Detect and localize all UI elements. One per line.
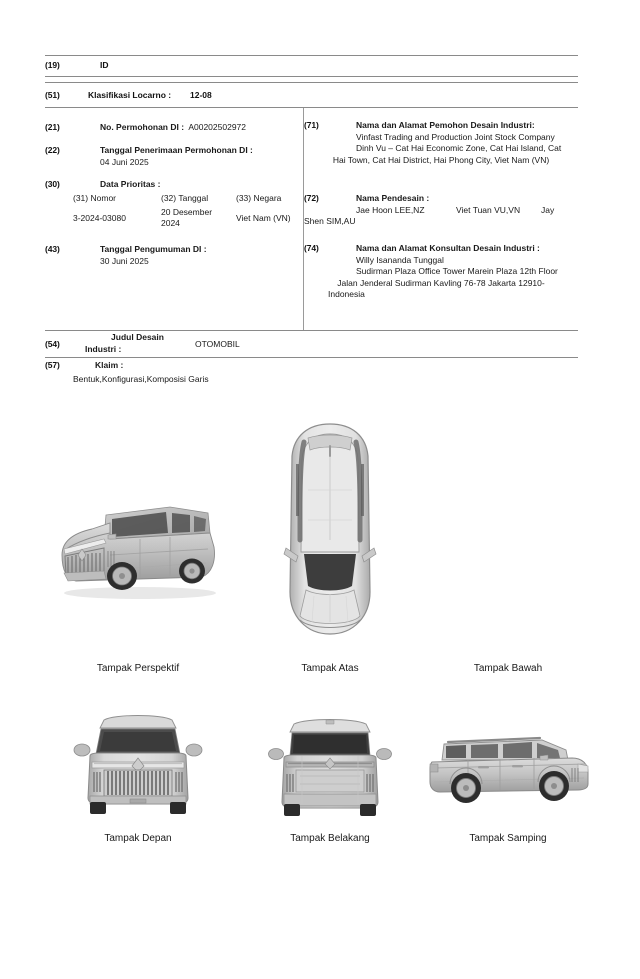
applicant-label: Nama dan Alamat Pemohon Desain Industri:	[356, 120, 535, 130]
row-locarno	[45, 83, 578, 107]
priority-row-country: Viet Nam (VN)	[236, 213, 291, 223]
locarno-label: Klasifikasi Locarno :	[88, 90, 172, 100]
figure-caption-rear: Tampak Belakang	[290, 833, 370, 844]
consultant-line3: Jalan Jenderal Sudirman Kavling 76-78 Jakarta 12910-	[337, 277, 545, 288]
priority-row-date	[161, 207, 212, 229]
figure-cell-perspective	[48, 415, 228, 707]
claim-label: Klaim :	[95, 360, 124, 370]
code-32: (32)	[161, 193, 177, 203]
filing-date-label: Tanggal Penerimaan Permohonan DI :	[100, 145, 253, 155]
priority-header-country-label: Negara	[253, 193, 282, 203]
publication-date-label: Tanggal Pengumuman DI :	[100, 244, 207, 254]
code-74: (74)	[304, 243, 319, 253]
figure-cell-rear	[240, 690, 420, 847]
publication-date-body	[100, 244, 207, 267]
filing-date-value: 04 Juni 2025	[100, 156, 149, 167]
applicant-line1: Vinfast Trading and Production Joint Stock Company	[356, 131, 555, 142]
application-number-label: No. Permohonan DI :	[100, 122, 185, 132]
priority-header-date	[161, 193, 208, 203]
figure-cell-bottom	[418, 415, 598, 674]
figure-caption-top: Tampak Atas	[301, 663, 359, 674]
priority-header-country	[236, 193, 281, 203]
figure-art-bottom	[418, 415, 598, 645]
bibliographic-table	[45, 55, 578, 390]
code-31: (31)	[73, 193, 89, 203]
figure-gallery	[0, 415, 640, 870]
consultant-body	[328, 243, 578, 301]
row-claim	[45, 358, 578, 390]
code-43: (43)	[45, 244, 60, 254]
figure-row-2	[0, 690, 640, 870]
code-21: (21)	[45, 122, 60, 132]
figure-caption-perspective: Tampak Perspektif	[96, 663, 180, 674]
locarno-value: 12-08	[190, 90, 212, 100]
applicant-line2: Dinh Vu – Cat Hai Economic Zone, Cat Hai Island, Cat	[356, 143, 562, 153]
priority-header-date-label: Tanggal	[178, 193, 209, 203]
consultant-line4: Indonesia	[328, 289, 365, 299]
code-30: (30)	[45, 179, 60, 189]
consultant-line1: Willy Isananda Tunggal	[356, 254, 444, 265]
design-title-label-line1: Judul Desain	[111, 332, 164, 342]
row-country-code	[45, 56, 578, 76]
figure-caption-front: Tampak Depan	[104, 833, 172, 844]
code-19: (19)	[45, 60, 60, 70]
code-71: (71)	[304, 120, 319, 130]
figure-art-front	[48, 706, 228, 841]
code-22: (22)	[45, 145, 60, 155]
figure-caption-bottom: Tampak Bawah	[473, 663, 543, 674]
application-number-body	[100, 122, 246, 134]
consultant-label: Nama dan Alamat Konsultan Desain Industri :	[356, 243, 540, 253]
consultant-line2: Sudirman Plaza Office Tower Marein Plaza 12th Floor	[356, 266, 558, 276]
application-number-line	[100, 122, 246, 134]
publication-date-value: 30 Juni 2025	[100, 255, 149, 266]
row-design-title	[45, 331, 578, 357]
priority-header-number-label: Nomor	[90, 193, 117, 203]
code-51: (51)	[45, 90, 60, 100]
applicant-body	[332, 120, 578, 166]
code-33: (33)	[236, 193, 252, 203]
designers-names-row	[304, 204, 578, 226]
biblio-left-column	[45, 108, 303, 330]
application-number-value: A00202502972	[188, 122, 246, 132]
priority-label: Data Prioritas :	[100, 179, 161, 189]
biblio-right-column	[304, 108, 578, 330]
claim-value: Bentuk,Konfigurasi,Komposisi Garis	[73, 374, 209, 384]
figure-cell-front	[48, 690, 228, 844]
filing-date-body	[100, 145, 253, 168]
code-72: (72)	[304, 193, 319, 203]
figure-cell-top	[240, 415, 420, 674]
figure-caption-side: Tampak Samping	[469, 833, 547, 844]
priority-row-date-line2: 2024	[161, 218, 180, 228]
country-code-value: ID	[100, 60, 109, 70]
designer-name-4: Shen SIM,AU	[304, 216, 356, 226]
figure-art-top	[240, 420, 420, 650]
figure-cell-side	[418, 690, 598, 861]
designers-label: Nama Pendesain :	[356, 193, 430, 203]
designer-name-1: Jae Hoon LEE,NZ	[356, 204, 425, 215]
figure-art-rear	[240, 712, 420, 847]
designer-name-2: Viet Tuan VU,VN	[456, 204, 521, 215]
figure-row-1	[0, 415, 640, 690]
applicant-line3: Hai Town, Cat Hai District, Hai Phong City, Viet Nam (VN)	[332, 154, 550, 165]
priority-header-number	[73, 193, 116, 203]
design-title-value: OTOMOBIL	[195, 339, 240, 349]
priority-row-date-line1: 20 Desember	[161, 207, 213, 217]
biblio-columns	[45, 108, 578, 330]
designer-name-3: Jay	[541, 204, 555, 215]
design-title-label	[85, 331, 190, 355]
code-54: (54)	[45, 339, 60, 349]
code-57: (57)	[45, 360, 60, 370]
priority-row-number: 3-2024-03080	[73, 213, 126, 223]
design-title-label-line2: Industri :	[85, 344, 122, 354]
